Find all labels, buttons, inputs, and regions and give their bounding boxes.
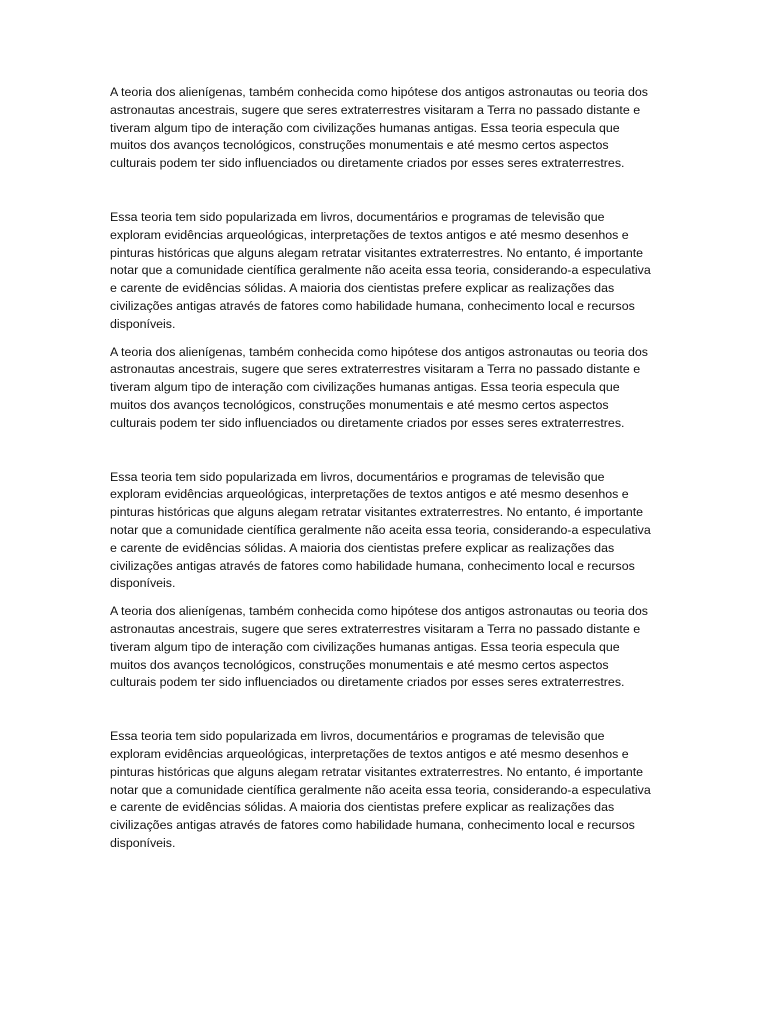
paragraph-2: Essa teoria tem sido popularizada em livros, documentários e programas de televisão que exploram evidências arqueológicas, interpretações de textos antigos e até mesmo desenhos e pinturas históricas que alguns alegam retratar visitantes extraterrestres. No entanto, é importante notar que a comunidade científica geralmente não aceita essa teoria, considerando-a especulativa e carente de evidências sólidas. A maioria dos cientistas prefere explicar as realizações das civilizações antigas através de fatores como habilidade humana, conhecimento local e recursos disponíveis. — [110, 209, 651, 331]
paragraph-6: Essa teoria tem sido popularizada em livros, documentários e programas de televisão que exploram evidências arqueológicas, interpretações de textos antigos e até mesmo desenhos e pinturas históricas que alguns alegam retratar visitantes extraterrestres. No entanto, é importante notar que a comunidade científica geralmente não aceita essa teoria, considerando-a especulativa e carente de evidências sólidas. A maioria dos cientistas prefere explicar as realizações das civilizações antigas através de fatores como habilidade humana, conhecimento local e recursos disponíveis. — [110, 729, 651, 850]
paragraph-4: Essa teoria tem sido popularizada em livros, documentários e programas de televisão que exploram evidências arqueológicas, interpretações de textos antigos e até mesmo desenhos e pinturas históricas que alguns alegam retratar visitantes extraterrestres. No entanto, é importante notar que a comunidade científica geralmente não aceita essa teoria, considerando-a especulativa e carente de evidências sólidas. A maioria dos cientistas prefere explicar as realizações das civilizações antigas através de fatores como habilidade humana, conhecimento local e recursos disponíveis. — [110, 469, 651, 591]
paragraph-1: A teoria dos alienígenas, também conhecida como hipótese dos antigos astronautas ou teoria dos astronautas ancestrais, sugere que seres extraterrestres visitaram a Terra no passado distante e tiveram algum tipo de interação com civilizações humanas antigas. Essa teoria especula que muitos dos avanços tecnológicos, construções monumentais e até mesmo certos aspectos culturais podem ter sido influenciados ou diretamente criados por esses seres extraterrestres. — [110, 85, 648, 171]
paragraph-3: A teoria dos alienígenas, também conhecida como hipótese dos antigos astronautas ou teoria dos astronautas ancestrais, sugere que seres extraterrestres visitaram a Terra no passado distante e tiveram algum tipo de interação com civilizações humanas antigas. Essa teoria especula que muitos dos avanços tecnológicos, construções monumentais e até mesmo certos aspectos culturais podem ter sido influenciados ou diretamente criados por esses seres extraterrestres. — [110, 344, 648, 430]
paragraph-5: A teoria dos alienígenas, também conhecida como hipótese dos antigos astronautas ou teoria dos astronautas ancestrais, sugere que seres extraterrestres visitaram a Terra no passado distante e tiveram algum tipo de interação com civilizações humanas antigas. Essa teoria especula que muitos dos avanços tecnológicos, construções monumentais e até mesmo certos aspectos culturais podem ter sido influenciados ou diretamente criados por esses seres extraterrestres. — [110, 604, 648, 690]
document-page — [110, 84, 658, 853]
